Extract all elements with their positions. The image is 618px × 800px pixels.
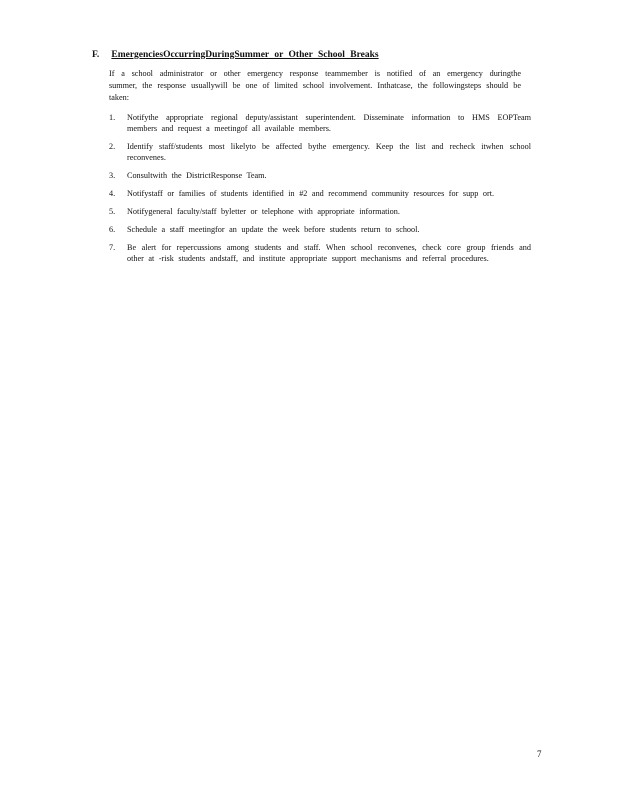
list-item-text: Consultwith the DistrictResponse Team. [127, 171, 267, 180]
intro-paragraph: If a school administrator or other emergency response teammember is notified of an emergency duringthe summer, the response usuallywill be one of limited school involvement. Inthatcase, the followingsteps should be taken: [109, 69, 521, 102]
section-heading [92, 50, 379, 60]
list-item-number: 4. [109, 189, 116, 198]
list-item-text: Notifygeneral faculty/staff byletter or telephone with appropriate information. [127, 207, 400, 216]
list-item-text: Be alert for repercussions among students and staff. When school reconvenes, check core group friends and other at -risk students andstaff, and institute appropriate support mechanisms and referral procedures. [127, 243, 531, 263]
steps-list [109, 112, 531, 271]
list-item-number: 2. [109, 142, 116, 151]
list-item [109, 170, 531, 181]
list-item [109, 224, 531, 235]
list-item-number: 5. [109, 207, 116, 216]
list-item [109, 188, 531, 199]
list-item [109, 206, 531, 217]
list-item [109, 141, 531, 163]
list-item-number: 3. [109, 171, 116, 180]
page-number: 7 [537, 749, 542, 759]
section-letter: F. [92, 50, 100, 60]
list-item-text: Notifystaff or families of students identified in #2 and recommend community resources for supp ort. [127, 189, 495, 198]
list-item-text: Schedule a staff meetingfor an update the week before students return to school. [127, 225, 420, 234]
list-item-number: 1. [109, 113, 116, 122]
list-item [109, 242, 531, 264]
list-item-number: 6. [109, 225, 116, 234]
list-item-text: Identify staff/students most likelyto be affected bythe emergency. Keep the list and recheck itwhen school reconvenes. [127, 142, 531, 162]
list-item [109, 112, 531, 134]
list-item-text: Notifythe appropriate regional deputy/assistant superintendent. Disseminate information to HMS EOPTeam members and request a meetingof all available members. [127, 113, 531, 133]
section-title: EmergenciesOccurringDuringSummer or Other School Breaks [111, 50, 379, 60]
list-item-number: 7. [109, 243, 116, 252]
